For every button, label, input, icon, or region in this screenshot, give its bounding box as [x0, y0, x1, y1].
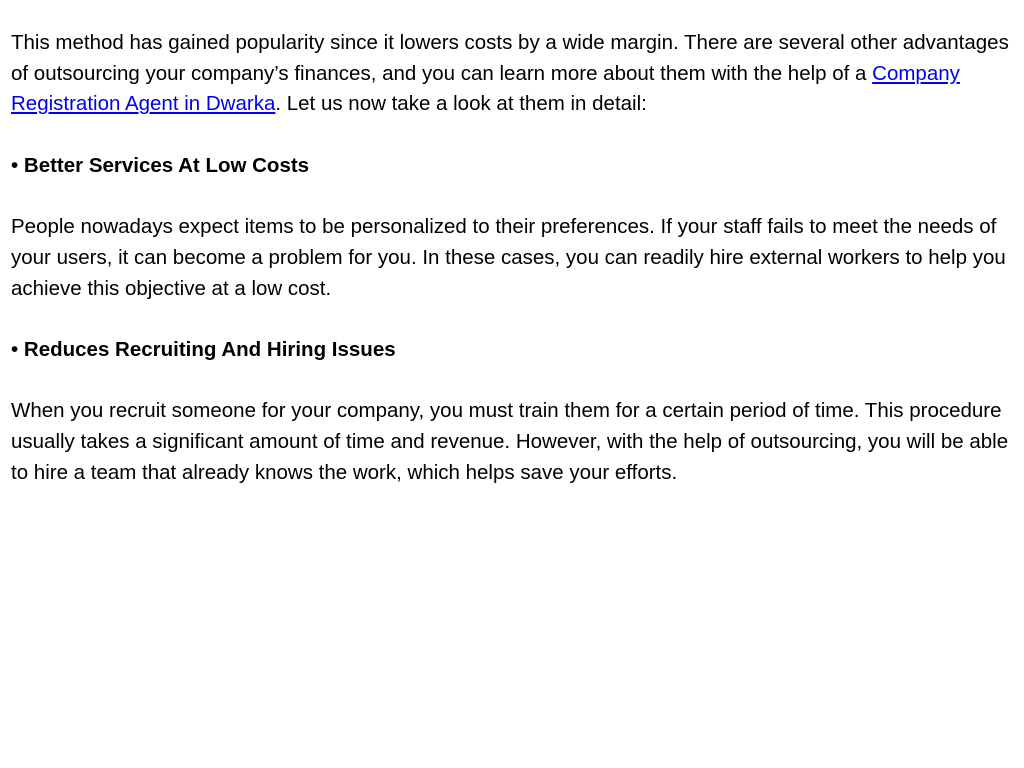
section-body-recruiting: When you recruit someone for your company, you must train them for a certain period of time. This procedure usually takes a significant amount of time and revenue. However, with the help of outsourcing, you will be able to hire a team that already knows the work, which helps save your efforts.: [11, 399, 1009, 484]
intro-text-before-link: This method has gained popularity since it lowers costs by a wide margin. There are several other advantages of outsourcing your company’s finances, and you can learn more about them with the help of a: [11, 31, 1009, 85]
heading-text: Better Services At Low Costs: [23, 153, 310, 177]
section-body-better-services: People nowadays expect items to be personalized to their preferences. If your staff fails to meet the needs of your users, it can become a problem for you. In these cases, you can readily hire external workers to help you achieve this objective at a low cost.: [11, 215, 1006, 300]
section-heading-better-services: [11, 151, 1010, 182]
bullet: •: [11, 337, 19, 361]
spacer: [11, 182, 1010, 213]
intro-text-after-link: . Let us now take a look at them in detail:: [275, 92, 647, 116]
heading-text: Reduces Recruiting And Hiring Issues: [23, 337, 396, 361]
section-heading-recruiting: [11, 335, 1010, 366]
spacer: [11, 304, 1010, 335]
spacer: [11, 120, 1010, 151]
company-registration-agent-link[interactable]: Company Registration Agent in Dwarka: [11, 61, 960, 116]
spacer: [11, 366, 1010, 397]
bullet: •: [11, 153, 19, 177]
intro-paragraph: [11, 28, 1010, 120]
